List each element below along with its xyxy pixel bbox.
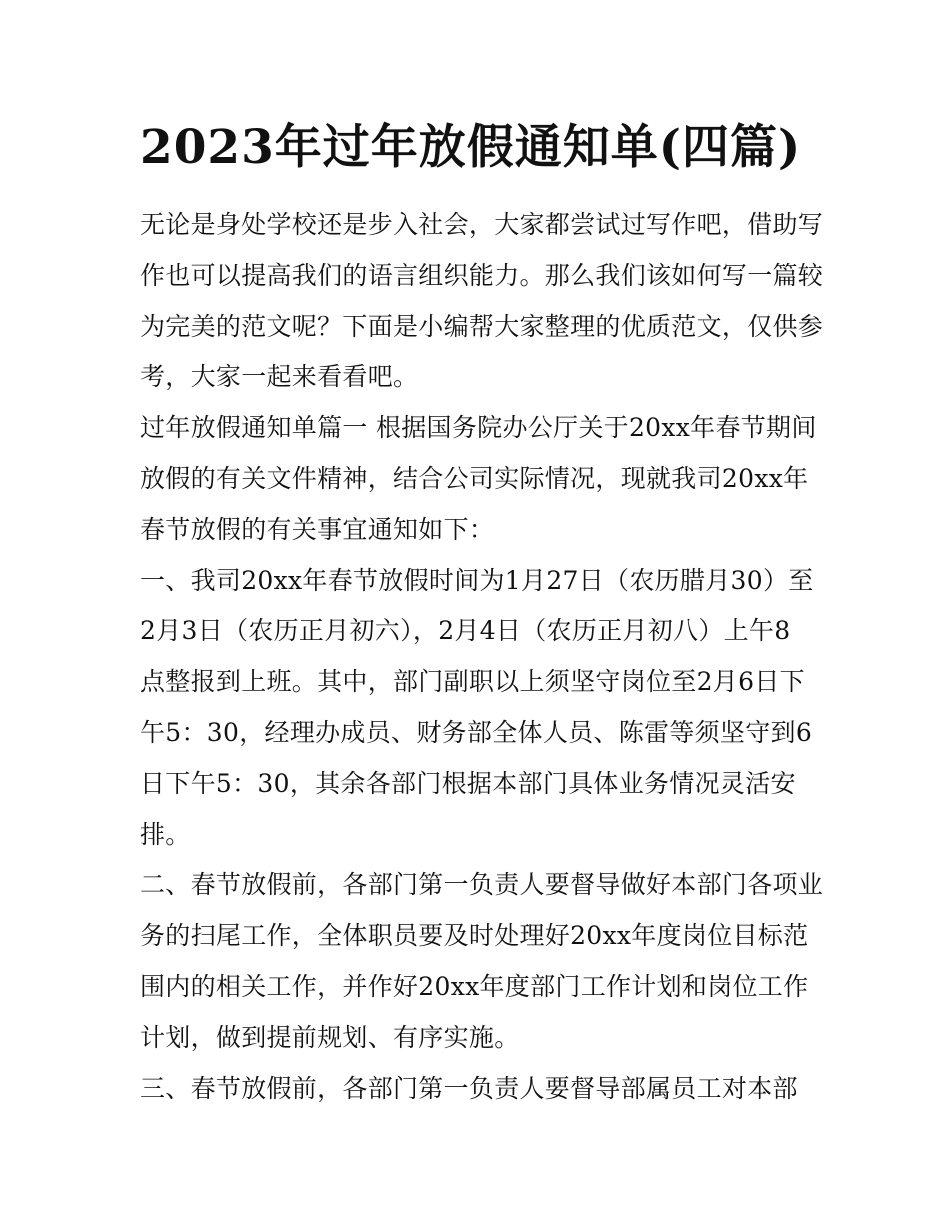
text-line: 2月3日（农历正月初六），2月4日（农历正月初八）上午8: [140, 616, 791, 646]
text-line: 作也可以提高我们的语言组织能力。那么我们该如何写一篇较: [140, 260, 824, 290]
text-line: 务的扫尾工作，全体职员要及时处理好20xx年度岗位目标范: [140, 921, 809, 951]
text-line: 排。: [140, 819, 191, 849]
text-line: 过年放假通知单篇一 根据国务院办公厅关于20xx年春节期间: [140, 413, 817, 443]
text-line: 三、春节放假前，各部门第一负责人要督导部属员工对本部: [140, 1073, 798, 1103]
text-line: 放假的有关文件精神，结合公司实际情况，现就我司20xx年: [140, 463, 809, 493]
text-line: 点整报到上班。其中，部门副职以上须坚守岗位至2月6日下: [140, 667, 805, 697]
text-line: 为完美的范文呢？下面是小编帮大家整理的优质范文，仅供参: [140, 311, 824, 341]
text-line: 围内的相关工作，并作好20xx年度部门工作计划和岗位工作: [140, 971, 809, 1001]
text-line: 无论是身处学校还是步入社会，大家都尝试过写作吧，借助写: [140, 210, 824, 239]
document-body: [140, 200, 824, 1114]
text-line: 一、我司20xx年春节放假时间为1月27日（农历腊月30）至: [140, 565, 814, 595]
text-line: 考，大家一起来看看吧。: [140, 362, 419, 392]
document-title: 2023年过年放假通知单(四篇): [140, 120, 802, 175]
text-line: 春节放假的有关事宜通知如下：: [140, 514, 495, 544]
text-line: 午5：30，经理办成员、财务部全体人员、陈雷等须坚守到6: [140, 717, 813, 747]
text-line: 二、春节放假前，各部门第一负责人要督导做好本部门各项业: [140, 870, 824, 900]
text-line: 计划，做到提前规划、有序实施。: [140, 1022, 520, 1052]
text-line: 日下午5：30，其余各部门根据本部门具体业务情况灵活安: [140, 768, 796, 798]
